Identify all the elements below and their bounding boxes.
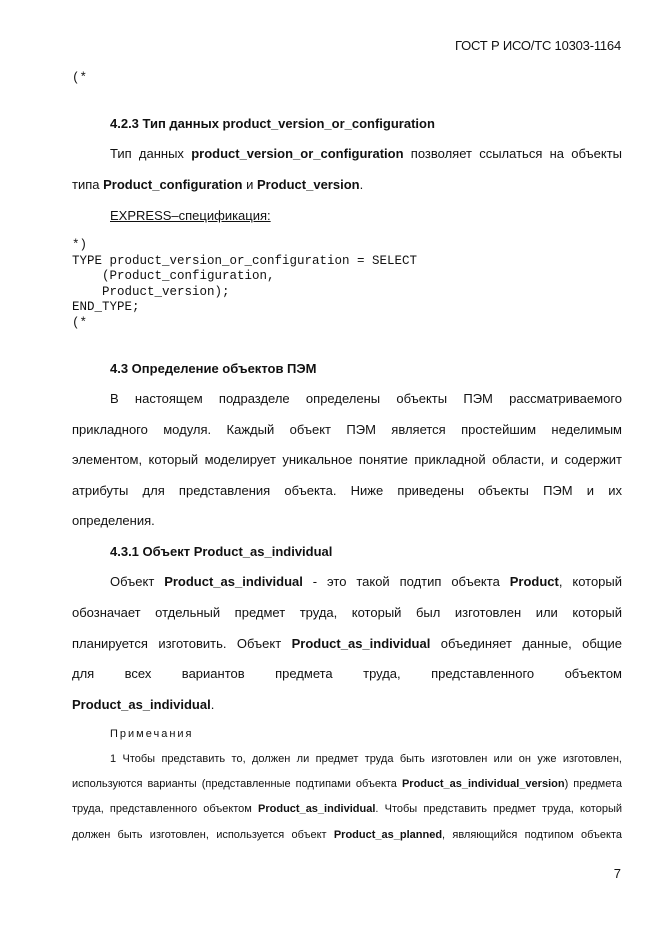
- text-run: . Чтобы представить предмет труда, который: [375, 803, 622, 815]
- note-line: [72, 778, 622, 790]
- note-line: 1 Чтобы представить то, должен ли предмет труда быть изготовлен или он уже изготовлен,: [110, 753, 622, 765]
- paragraph-line: [72, 636, 622, 651]
- paragraph-line: элементом, который моделирует уникальное понятие прикладной области, и содержит: [72, 452, 622, 467]
- code-line: (Product_configuration,: [72, 269, 275, 283]
- paragraph-line: [110, 146, 622, 161]
- text-run: должен быть изготовлен, используется объект: [72, 829, 334, 841]
- paragraph-line: В настоящем подразделе определены объекты ПЭМ рассматриваемого: [110, 391, 622, 406]
- entity-name: Product_version: [257, 177, 360, 192]
- entity-name: Product: [509, 574, 559, 589]
- entity-name: Product_configuration: [103, 177, 243, 192]
- express-spec-label: EXPRESS–спецификация:: [110, 208, 271, 223]
- text-run: Тип данных: [110, 146, 192, 161]
- text-run: типа: [72, 177, 104, 192]
- note-line: [72, 803, 622, 815]
- paragraph-line: обозначает отдельный предмет труда, который был изготовлен или который: [72, 605, 622, 620]
- paragraph-line: [72, 697, 214, 712]
- paragraph-line: прикладного модуля. Каждый объект ПЭМ является простейшим неделимым: [72, 422, 622, 437]
- entity-name: product_version_or_configuration: [191, 146, 404, 161]
- entity-name: Product_as_planned: [333, 829, 443, 841]
- express-code-block: [72, 238, 417, 331]
- entity-name: Product_as_individual: [164, 574, 303, 589]
- section-heading-4-3: 4.3 Определение объектов ПЭМ: [110, 361, 317, 376]
- text-run: .: [359, 177, 364, 192]
- code-line: END_TYPE;: [72, 300, 140, 314]
- code-line: Product_version);: [72, 284, 230, 299]
- code-line: TYPE product_version_or_configuration = SELECT: [72, 253, 418, 268]
- notes-title: Примечания: [110, 728, 194, 740]
- entity-name: Product_as_individual: [258, 803, 376, 815]
- entity-name: Product_as_individual: [291, 636, 431, 651]
- text-run: , который: [558, 574, 623, 589]
- note-line: [72, 829, 622, 841]
- paragraph-line: [110, 574, 622, 589]
- code-line: *): [72, 238, 88, 252]
- text-run: Объект: [110, 574, 165, 589]
- paragraph-line: определения.: [72, 513, 155, 528]
- document-header: ГОСТ Р ИСО/ТС 10303-1164: [455, 38, 621, 53]
- code-line: (*: [72, 315, 88, 330]
- code-comment-open: (*: [72, 71, 88, 85]
- text-run: .: [210, 697, 215, 712]
- paragraph-line: атрибуты для представления объекта. Ниже приведены объекты ПЭМ и их: [72, 483, 622, 498]
- section-heading-4-2-3: 4.2.3 Тип данных product_version_or_configuration: [110, 116, 435, 131]
- text-run: позволяет ссылаться на объекты: [403, 146, 622, 161]
- paragraph-line: для всех вариантов предмета труда, представленного объектом: [72, 666, 622, 681]
- entity-name: Product_as_individual: [72, 697, 211, 712]
- text-run: планируется изготовить. Объект: [72, 636, 292, 651]
- paragraph-line: [72, 177, 363, 192]
- text-run: - это такой подтип объекта: [302, 574, 510, 589]
- text-run: и: [242, 177, 257, 192]
- text-run: используются варианты (представленные подтипами объекта: [72, 778, 402, 790]
- text-run: ) предмета: [564, 778, 622, 790]
- entity-name: Product_as_individual_version: [401, 778, 565, 790]
- text-run: , являющийся подтипом объекта: [442, 829, 622, 841]
- text-run: труда, представленного объектом: [72, 803, 259, 815]
- page-number: 7: [613, 866, 621, 881]
- section-heading-4-3-1: 4.3.1 Объект Product_as_individual: [110, 544, 333, 559]
- text-run: объединяет данные, общие: [430, 636, 622, 651]
